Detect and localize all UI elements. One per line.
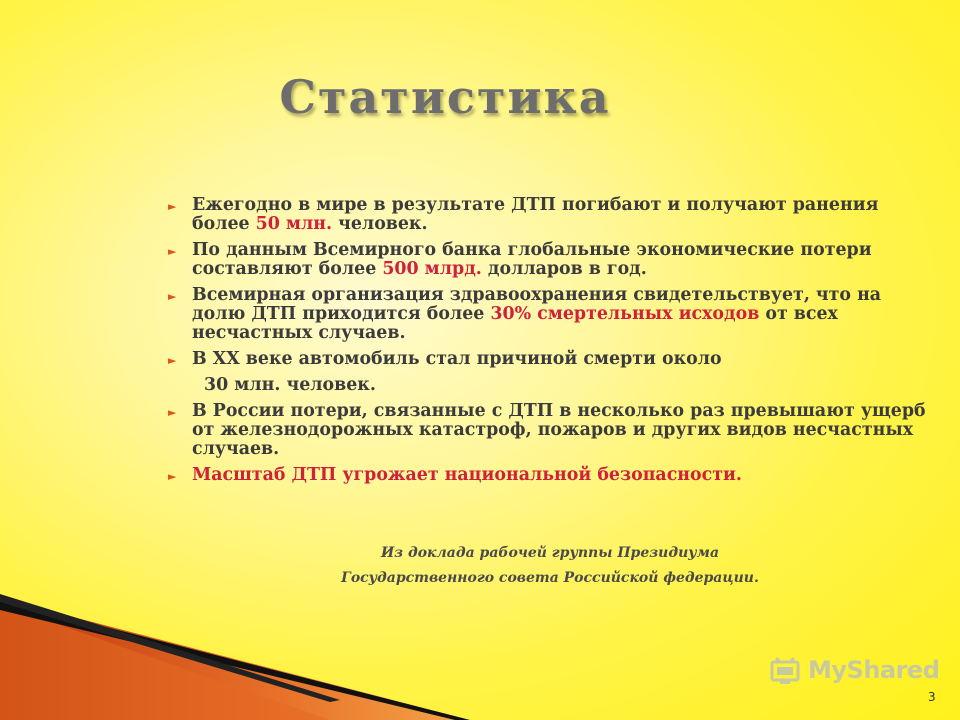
bullet-highlight: 50 млн. (255, 214, 333, 234)
bullet-item (166, 241, 926, 279)
bullet-item (166, 350, 926, 369)
bullet-text-end: человек. (332, 214, 428, 234)
bullet-item (166, 466, 926, 485)
bullet-text-end: долларов в год. (481, 259, 647, 279)
bullet-item (166, 286, 926, 343)
triangle-bullet-icon: ► (168, 245, 177, 258)
bullet-list (166, 196, 926, 492)
bullet-continuation (166, 376, 926, 395)
bullet-highlight: Масштаб ДТП угрожает национальной безопасности (192, 465, 736, 485)
myshared-logo-icon (768, 654, 804, 690)
bullet-continuation-text: 30 млн. человек. (204, 375, 376, 395)
bullet-text-end: от всех несчастных случаев. (192, 304, 838, 343)
source-line-2: Государственного совета Российской федерации. (341, 570, 759, 586)
bullet-item (166, 196, 926, 234)
slide-title: Статистика (279, 70, 611, 124)
watermark-text: MyShared (808, 656, 940, 684)
bullet-highlight: 30% смертельных исходов (490, 304, 760, 324)
watermark-logo (768, 652, 940, 692)
triangle-bullet-icon: ► (168, 200, 177, 213)
bullet-item (166, 402, 926, 459)
triangle-bullet-icon: ► (168, 470, 177, 483)
triangle-bullet-icon: ► (168, 406, 177, 419)
page-number: 3 (928, 690, 936, 704)
bullet-text: Всемирная организация здравоохранения свидетельствует, что на долю ДТП приходится более (192, 285, 882, 324)
triangle-bullet-icon: ► (168, 290, 177, 303)
bullet-text: Ежегодно в мире в результате ДТП погибают и получают ранения более (192, 195, 879, 234)
bullet-text: В XX веке автомобиль стал причиной смерти около (192, 349, 722, 369)
source-line-1: Из доклада рабочей группы Президиума (380, 545, 720, 561)
bullet-text: По данным Всемирного банка глобальные экономические потери составляют более (192, 240, 872, 279)
triangle-bullet-icon: ► (168, 354, 177, 367)
bullet-text-end: . (735, 465, 742, 485)
bullet-highlight: 500 млрд. (382, 259, 482, 279)
bullet-text: В России потери, связанные с ДТП в несколько раз превышают ущерб от железнодорожных катастроф, пожаров и других видов несчастных случаев. (192, 401, 926, 459)
